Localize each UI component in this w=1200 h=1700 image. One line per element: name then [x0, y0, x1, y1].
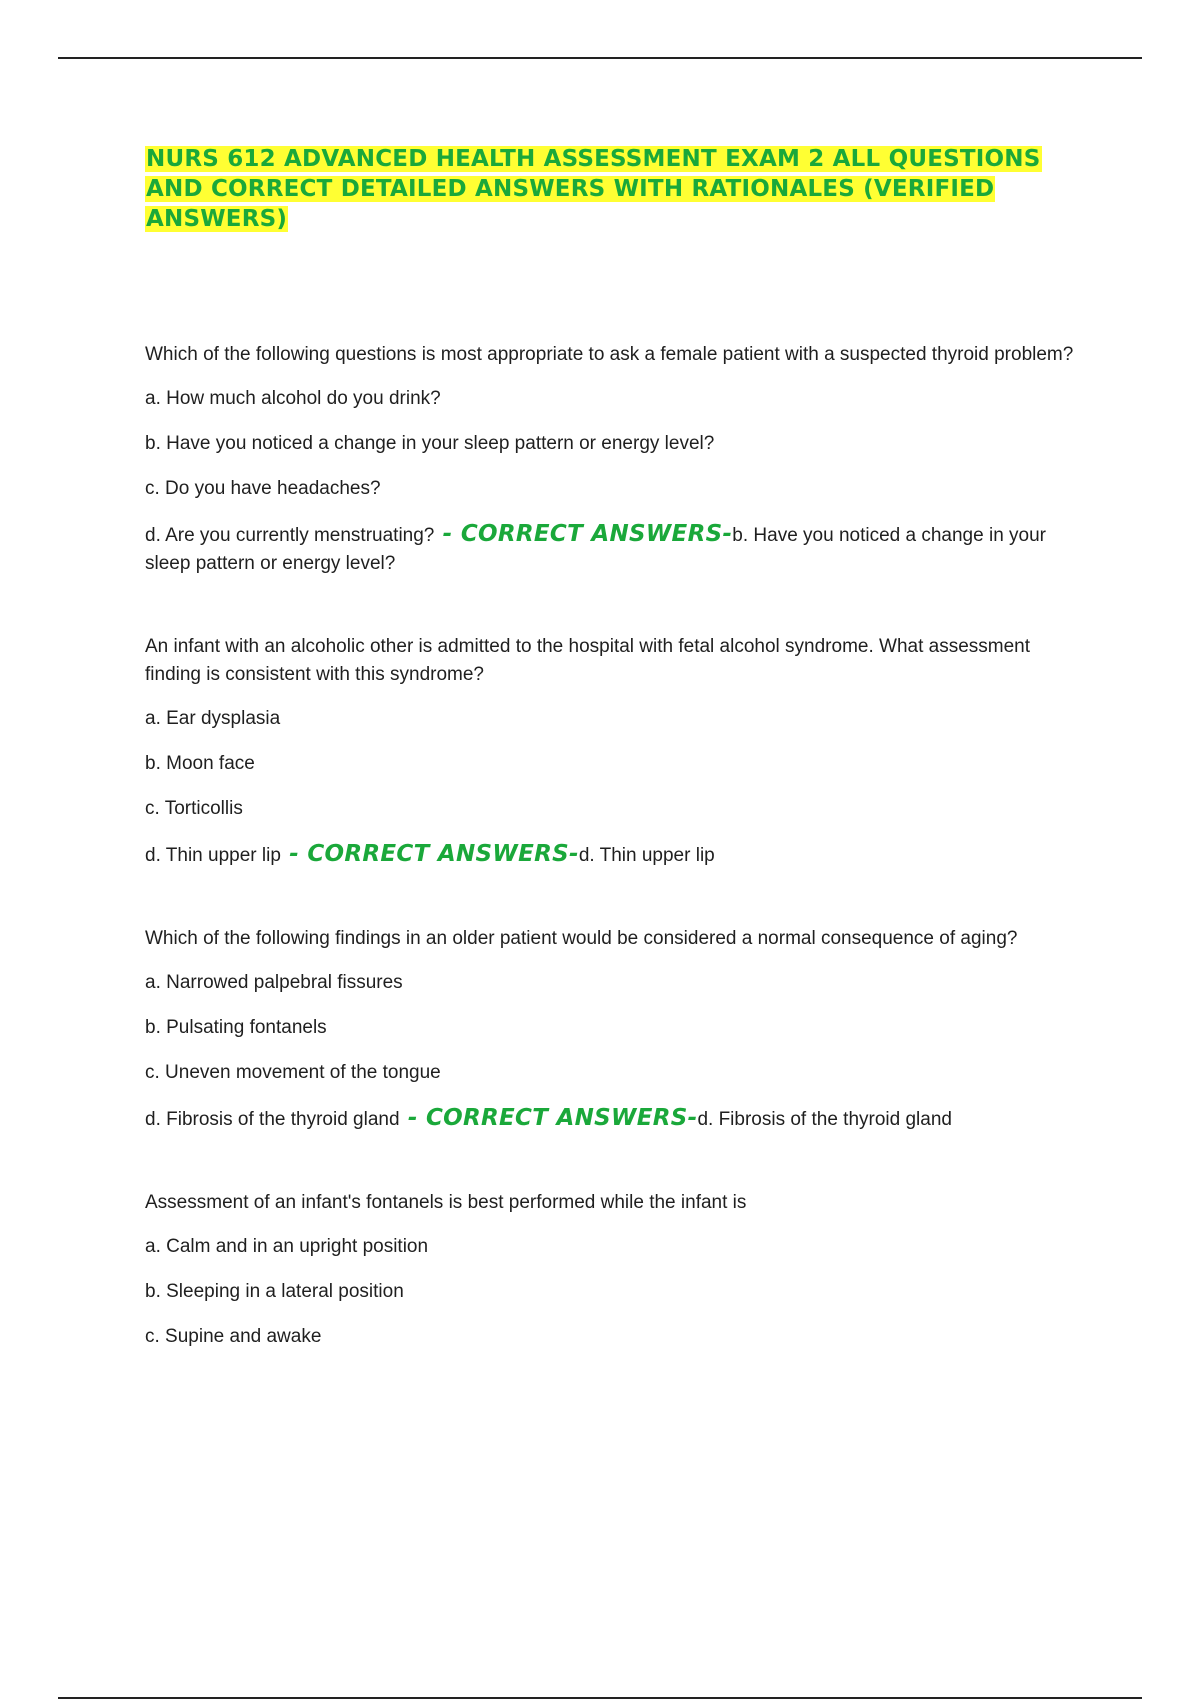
question-stem: Assessment of an infant's fontanels is best performed while the infant is: [145, 1192, 747, 1213]
bottom-rule: [58, 1697, 1142, 1699]
option-d: d. Thin upper lip: [145, 845, 281, 866]
option-b: b. Moon face: [145, 753, 255, 774]
option-a: a. Calm and in an upright position: [145, 1236, 429, 1257]
option-d: d. Are you currently menstruating?: [145, 525, 435, 546]
option-c: c. Uneven movement of the tongue: [145, 1062, 441, 1083]
document-title: [145, 144, 1085, 234]
option-c: c. Torticollis: [145, 798, 243, 819]
correct-answer: b. Have you noticed a change in your sleep pattern or energy level?: [145, 525, 1047, 574]
option-d-with-answer: [145, 840, 1085, 870]
correct-answers-marker: - CORRECT ANSWERS-: [280, 841, 579, 867]
correct-answer: d. Thin upper lip: [578, 845, 715, 866]
question-3: [145, 925, 1085, 1134]
top-rule: [58, 57, 1142, 59]
option-b: b. Sleeping in a lateral position: [145, 1281, 404, 1302]
option-d-with-answer: [145, 520, 1085, 578]
title-highlight: NURS 612 ADVANCED HEALTH ASSESSMENT EXAM 2 ALL QUESTIONS AND CORRECT DETAILED ANSWERS WITH RATIONALES (VERIFIED ANSWERS): [146, 146, 1041, 232]
question-2: [145, 633, 1085, 870]
question-list: [145, 341, 1085, 1351]
option-d-with-answer: [145, 1104, 1085, 1134]
option-a: a. How much alcohol do you drink?: [145, 388, 441, 409]
option-b: b. Have you noticed a change in your sleep pattern or energy level?: [145, 433, 715, 454]
option-d: d. Fibrosis of the thyroid gland: [145, 1109, 400, 1130]
document-body: [145, 144, 1085, 1406]
option-b: b. Pulsating fontanels: [145, 1017, 327, 1038]
correct-answers-marker: - CORRECT ANSWERS-: [434, 521, 733, 547]
question-stem: Which of the following questions is most appropriate to ask a female patient with a suspected thyroid problem?: [145, 344, 1074, 365]
question-1: [145, 341, 1085, 578]
question-4: [145, 1189, 1085, 1351]
correct-answers-marker: - CORRECT ANSWERS-: [399, 1105, 698, 1131]
question-stem: An infant with an alcoholic other is admitted to the hospital with fetal alcohol syndrome. What assessment finding is consistent with this syndrome?: [145, 636, 1031, 685]
option-c: c. Do you have headaches?: [145, 478, 381, 499]
option-a: a. Ear dysplasia: [145, 708, 281, 729]
option-a: a. Narrowed palpebral fissures: [145, 972, 403, 993]
question-stem: Which of the following findings in an older patient would be considered a normal consequence of aging?: [145, 928, 1018, 949]
correct-answer: d. Fibrosis of the thyroid gland: [697, 1109, 952, 1130]
option-c: c. Supine and awake: [145, 1326, 322, 1347]
